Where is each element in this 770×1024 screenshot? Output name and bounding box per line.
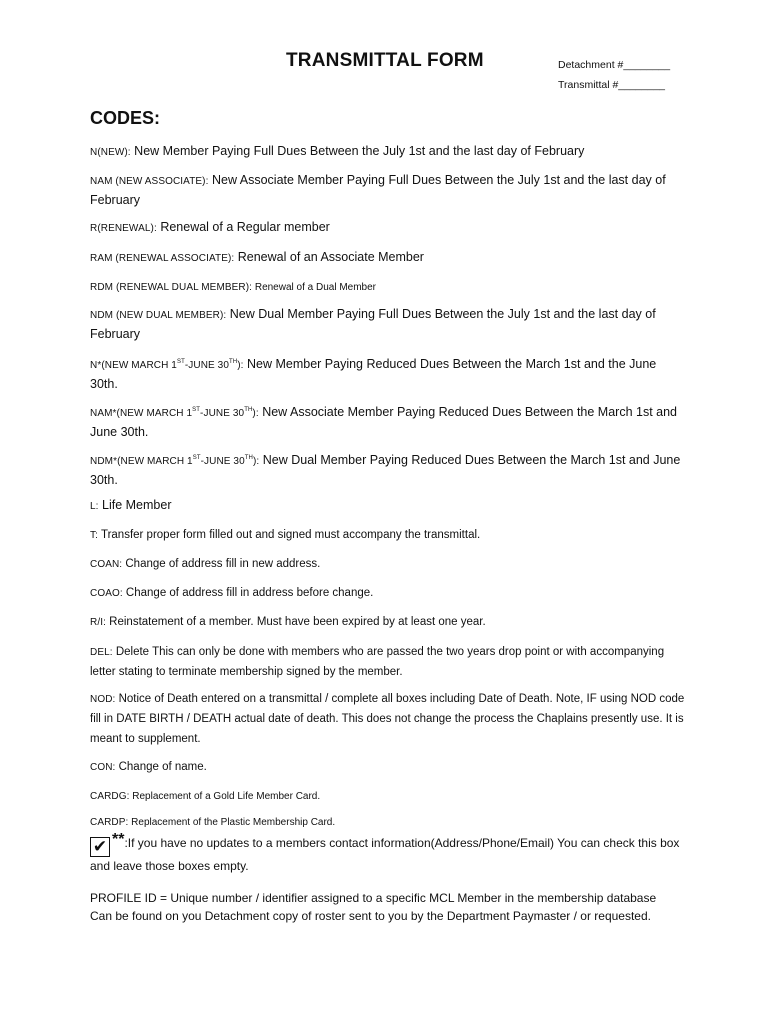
code-entry-coao	[90, 583, 685, 603]
code-label: N*(NEW MARCH 1ST-JUNE 30TH):	[90, 359, 244, 371]
code-entry-ndm	[90, 305, 685, 344]
code-description: Replacement of the Plastic Membership Card.	[128, 817, 336, 828]
code-description: Change of address fill in address before change.	[122, 587, 374, 599]
profile-id-location: Can be found on you Detachment copy of roster sent to you by the Department Paymaster / or requested.	[90, 908, 651, 923]
code-entry-nam	[90, 171, 685, 210]
code-entry-ri	[90, 612, 685, 632]
code-label: NAM*(NEW MARCH 1ST-JUNE 30TH):	[90, 407, 259, 419]
code-label: CARDP:	[90, 817, 129, 828]
code-description: Life Member	[98, 498, 172, 512]
code-entry-t	[90, 525, 685, 545]
code-label: DEL:	[90, 647, 113, 658]
code-label: R/I:	[90, 617, 106, 628]
code-entry-con	[90, 757, 685, 777]
code-description: Delete This can only be done with members who are passed the two years drop point or with accompanying letter stating to terminate membership signed by the member.	[90, 646, 665, 678]
code-entry-n-star	[90, 353, 685, 394]
no-update-checkbox[interactable]: ✔	[90, 837, 110, 857]
checkbox-note-text: :If you have no updates to a members contact information(Address/Phone/Email) You can check this box and leave those boxes empty.	[90, 836, 680, 873]
code-label: RDM (RENEWAL DUAL MEMBER):	[90, 282, 253, 293]
form-title: TRANSMITTAL FORM	[286, 50, 484, 71]
code-label: NDM (NEW DUAL MEMBER):	[90, 310, 227, 321]
code-entry-del	[90, 642, 685, 682]
no-update-checkbox-note	[90, 830, 685, 876]
code-description: Replacement of a Gold Life Member Card.	[129, 791, 321, 802]
code-label: N(NEW):	[90, 147, 131, 158]
code-description: New Member Paying Full Dues Between the July 1st and the last day of February	[130, 144, 585, 158]
code-entry-ndm-star	[90, 449, 685, 490]
code-label: COAO:	[90, 588, 123, 599]
code-entry-r	[90, 218, 685, 238]
code-entry-nod	[90, 689, 685, 749]
code-label: NOD:	[90, 694, 116, 705]
transmittal-number-label: Transmittal #________	[558, 79, 666, 91]
code-description: New Member Paying Reduced Dues Between the March 1st and the June 30th.	[90, 357, 657, 391]
code-description: Renewal of a Regular member	[156, 220, 330, 234]
detachment-number-label: Detachment #________	[558, 59, 671, 71]
code-description: Renewal of a Dual Member	[252, 282, 377, 293]
code-description: Renewal of an Associate Member	[234, 250, 424, 264]
code-label: T:	[90, 530, 98, 541]
code-entry-n	[90, 142, 685, 162]
code-label: COAN:	[90, 559, 123, 570]
code-description: Change of address fill in new address.	[122, 558, 321, 570]
asterisks: **	[112, 831, 125, 848]
code-label: NAM (NEW ASSOCIATE):	[90, 176, 209, 187]
code-entry-cardg	[90, 786, 685, 806]
code-label: NDM*(NEW MARCH 1ST-JUNE 30TH):	[90, 455, 260, 467]
code-description: New Dual Member Paying Reduced Dues Between the March 1st and June 30th.	[90, 453, 681, 487]
code-label: RAM (RENEWAL ASSOCIATE):	[90, 253, 235, 264]
code-label: R(RENEWAL):	[90, 223, 157, 234]
code-description: Notice of Death entered on a transmittal / complete all boxes including Date of Death. Note, IF using NOD code fill in DATE BIRTH / DEATH actual date of death. This does not change the process the Chaplains presently use. It is meant to supplement.	[90, 693, 685, 745]
code-entry-rdm	[90, 277, 685, 297]
code-label: L:	[90, 501, 99, 512]
code-entry-l	[90, 496, 685, 516]
code-description: New Associate Member Paying Full Dues Between the July 1st and the last day of February	[90, 173, 666, 207]
code-description: New Associate Member Paying Reduced Dues Between the March 1st and June 30th.	[90, 405, 677, 439]
code-entry-cardp	[90, 812, 685, 832]
code-description: New Dual Member Paying Full Dues Between the July 1st and the last day of February	[90, 307, 656, 341]
code-label: CARDG:	[90, 791, 130, 802]
code-description: Transfer proper form filled out and signed must accompany the transmittal.	[97, 529, 481, 541]
code-entry-nam-star	[90, 401, 685, 442]
code-description: Reinstatement of a member. Must have been expired by at least one year.	[105, 616, 486, 628]
code-entry-coan	[90, 554, 685, 574]
code-entry-ram	[90, 248, 685, 268]
code-label: CON:	[90, 762, 116, 773]
profile-id-note	[90, 890, 685, 925]
profile-id-definition: PROFILE ID = Unique number / identifier assigned to a specific MCL Member in the membership database	[90, 891, 657, 905]
codes-heading: CODES:	[90, 108, 161, 128]
code-description: Change of name.	[115, 761, 207, 773]
